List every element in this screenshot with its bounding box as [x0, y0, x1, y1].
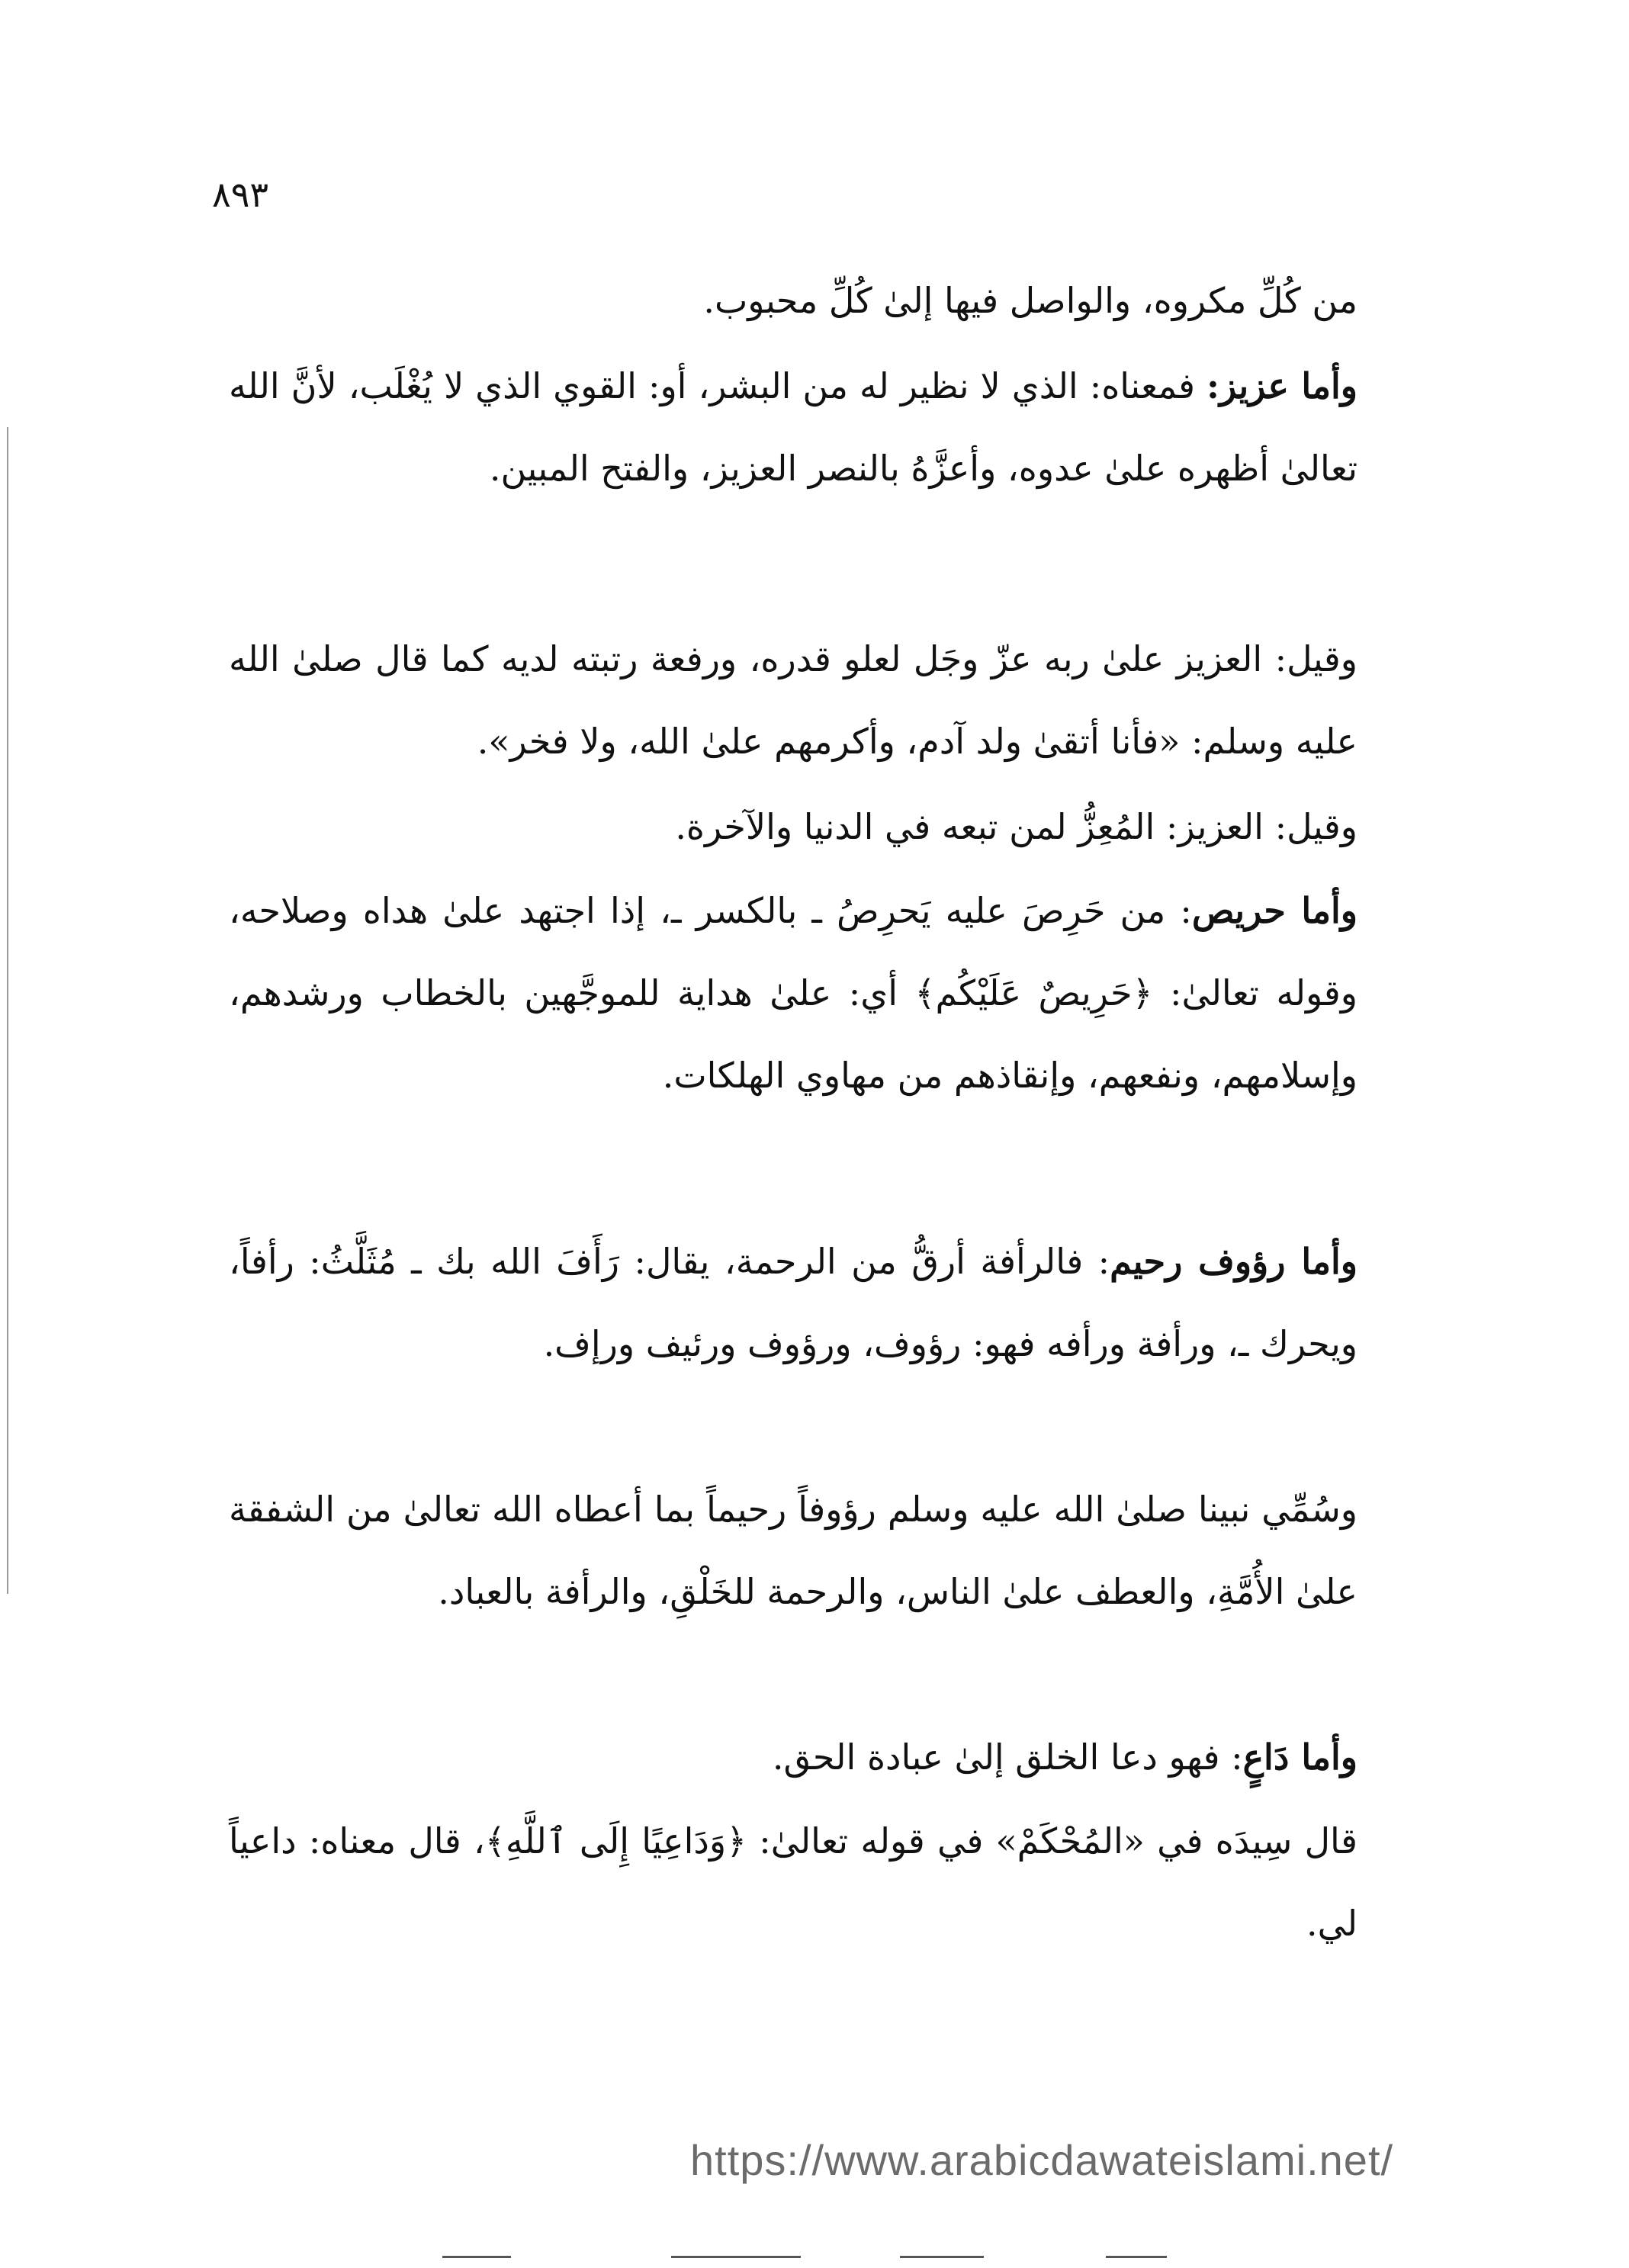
paragraph-lead: وأما رؤوف رحيم	[1110, 1241, 1358, 1282]
paragraph-text: قال سِيدَه في «المُحْكَمْ» في قوله تعالىٰ: ﴿وَدَاعِيًا إِلَى ٱللَّهِ﴾، قال معناه: داعياً لي.	[229, 1820, 1358, 1944]
paragraph-text: وسُمِّي نبينا صلىٰ الله عليه وسلم رؤوفاً رحيماً بما أعطاه الله تعالىٰ من الشفقة علىٰ الأُمَّةِ، والعطف علىٰ الناس، والرحمة للخَلْقِ، والرأفة بالعباد.	[229, 1489, 1358, 1612]
paragraph-qila-1	[229, 618, 1358, 782]
paragraph-1	[229, 259, 1358, 342]
paragraph-daa	[229, 1716, 1358, 1798]
paragraph-lead: وأما حريص	[1191, 890, 1358, 931]
bottom-rule-segment	[671, 2256, 801, 2258]
bottom-rule-segment	[442, 2256, 511, 2258]
paragraph-harees	[229, 869, 1358, 1116]
paragraph-aziz	[229, 345, 1358, 509]
paragraph-sidah	[229, 1800, 1358, 1964]
paragraph-lead: وأما دَاعٍ	[1242, 1736, 1358, 1778]
page-number: ٨٩٣	[212, 174, 269, 215]
bottom-rule-segment	[1106, 2256, 1167, 2258]
paragraph-text: فمعناه: الذي لا نظير له من البشر، أو: القوي الذي لا يُغْلَب، لأنَّ الله تعالىٰ أظهره علىٰ عدوه، وأعزَّهُ بالنصر العزيز، والفتح المبين.	[229, 365, 1358, 489]
paragraph-text: : فالرأفة أرقُّ من الرحمة، يقال: رَأَفَ الله بك ـ مُثَلَّثُ: رأفاً، ويحرك ـ، ورأفة ورأفه فهو: رؤوف، ورؤوف ورئيف ورإف.	[229, 1241, 1358, 1364]
paragraph-text: من كُلِّ مكروه، والواصل فيها إلىٰ كُلِّ محبوب.	[703, 280, 1358, 321]
bottom-rule-segment	[900, 2256, 984, 2258]
paragraph-lead: وأما عزيز:	[1206, 365, 1358, 406]
paragraph-qila-2	[229, 785, 1358, 868]
paragraph-text: : فهو دعا الخلق إلىٰ عبادة الحق.	[772, 1736, 1243, 1778]
bottom-scan-rules	[442, 2256, 1358, 2260]
watermark-url: https://www.arabicdawateislami.net/	[690, 2136, 1394, 2184]
paragraph-text: : من حَرِصَ عليه يَحرِصُ ـ بالكسر ـ، إذا اجتهد علىٰ هداه وصلاحه، وقوله تعالىٰ: ﴿حَرِيصٌ عَلَيْكُم﴾ أي: علىٰ هداية للموجَّهين بالخطاب ورشدهم، وإسلامهم، ونفعهم، وإنقاذهم من مهاوي الهلكات.	[229, 890, 1358, 1096]
scan-edge-line	[7, 427, 8, 1594]
paragraph-text: وقيل: العزيز: المُعِزُّ لمن تبعه في الدنيا والآخرة.	[675, 806, 1358, 847]
paragraph-summi	[229, 1468, 1358, 1633]
paragraph-raoof	[229, 1220, 1358, 1385]
paragraph-text: وقيل: العزيز علىٰ ربه عزّ وجَل لعلو قدره، ورفعة رتبته لديه كما قال صلىٰ الله عليه وسلم: «فأنا أتقىٰ ولد آدم، وأكرمهم علىٰ الله، ولا فخر».	[229, 638, 1358, 762]
